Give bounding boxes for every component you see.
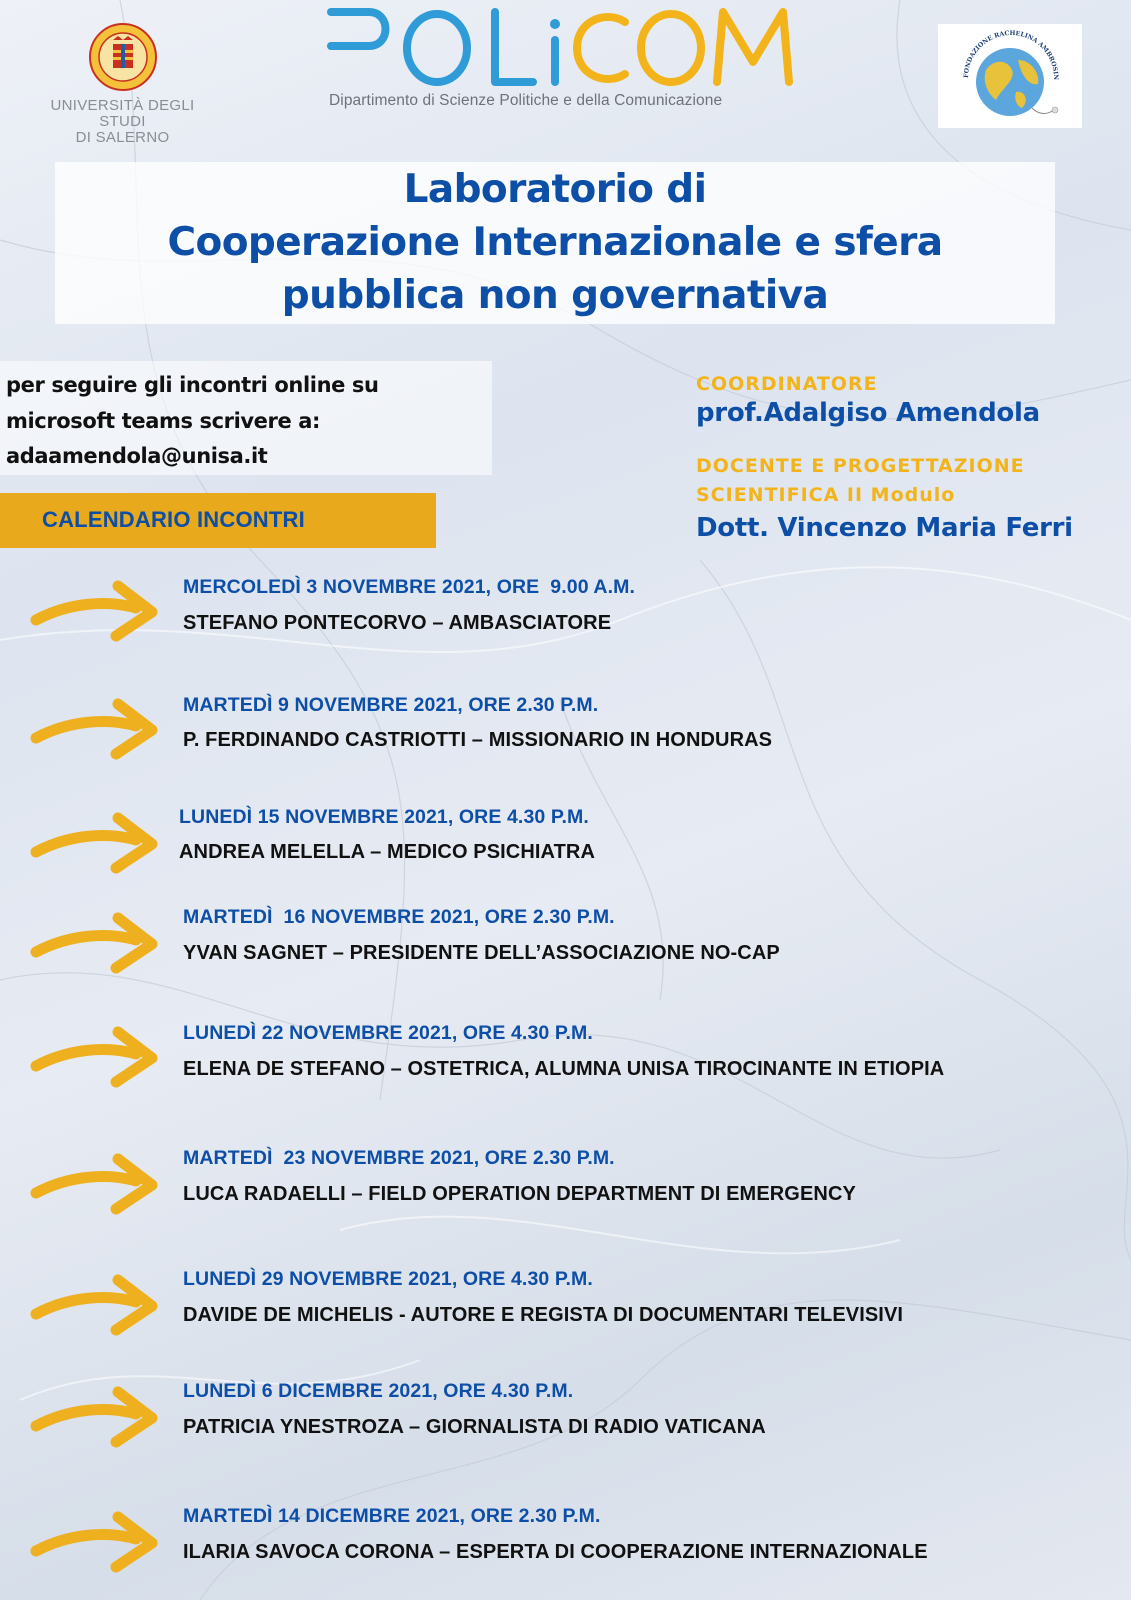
university-seal-icon: [88, 22, 158, 92]
calendar-banner: [0, 493, 436, 548]
policom-wordmark-icon: [325, 2, 795, 88]
event-date: LUNEDÌ 29 NOVEMBRE 2021, ORE 4.30 P.M.: [183, 1268, 593, 1290]
coordinator-role: COORDINATORE: [696, 373, 878, 395]
title-line-3: pubblica non governativa: [281, 273, 829, 318]
university-name-line1: UNIVERSITÀ DEGLI STUDI: [50, 97, 195, 130]
event-speaker: ANDREA MELELLA – MEDICO PSICHIATRA: [179, 841, 595, 863]
arrow-icon: [30, 1509, 158, 1577]
info-line-2: microsoft teams scrivere a:: [6, 409, 320, 433]
event-date: LUNEDÌ 15 NOVEMBRE 2021, ORE 4.30 P.M.: [179, 806, 589, 828]
arrow-icon: [30, 578, 158, 646]
event-item: [0, 1014, 1131, 1094]
event-date: MERCOLEDÌ 3 NOVEMBRE 2021, ORE 9.00 A.M.: [183, 576, 635, 598]
event-speaker: ELENA DE STEFANO – OSTETRICA, ALUMNA UNISA TIROCINANTE IN ETIOPIA: [183, 1058, 945, 1080]
policom-logo: [325, 2, 805, 110]
event-speaker: LUCA RADAELLI – FIELD OPERATION DEPARTMENT DI EMERGENCY: [183, 1183, 856, 1205]
arrow-icon: [30, 696, 158, 764]
arrow-icon: [30, 1151, 158, 1219]
calendar-label: CALENDARIO INCONTRI: [42, 507, 305, 532]
title-line-2: Cooperazione Internazionale e sfera: [167, 220, 943, 265]
event-item: [0, 686, 1131, 766]
event-item: [0, 1497, 1131, 1577]
event-item: [0, 568, 1131, 648]
event-speaker: YVAN SAGNET – PRESIDENTE DELL’ASSOCIAZIONE NO-CAP: [183, 942, 780, 964]
department-name: Dipartimento di Scienze Politiche e della Comunicazione: [329, 92, 723, 109]
lecturer-name: Dott. Vincenzo Maria Ferri: [696, 513, 1073, 543]
event-speaker: STEFANO PONTECORVO – AMBASCIATORE: [183, 612, 612, 634]
arrow-icon: [30, 1272, 158, 1340]
contact-email: adaamendola@unisa.it: [6, 444, 268, 468]
event-item: [0, 898, 1131, 978]
event-date: MARTEDÌ 9 NOVEMBRE 2021, ORE 2.30 P.M.: [183, 694, 599, 716]
event-item: [0, 1139, 1131, 1219]
globe-icon: [956, 30, 1066, 122]
page-title: [55, 163, 1055, 322]
event-item: [0, 1372, 1131, 1452]
arrow-icon: [30, 1024, 158, 1092]
event-date: LUNEDÌ 6 DICEMBRE 2021, ORE 4.30 P.M.: [183, 1380, 574, 1402]
event-date: MARTEDÌ 16 NOVEMBRE 2021, ORE 2.30 P.M.: [183, 906, 615, 928]
university-name-line2: DI SALERNO: [75, 129, 170, 146]
arrow-icon: [30, 910, 158, 978]
coordinator-name: prof.Adalgiso Amendola: [696, 398, 1040, 428]
foundation-logo: [938, 24, 1082, 128]
lecturer-role-line2: SCIENTIFICA II Modulo: [696, 484, 956, 506]
event-speaker: ILARIA SAVOCA CORONA – ESPERTA DI COOPERAZIONE INTERNAZIONALE: [183, 1541, 928, 1563]
event-speaker: P. FERDINANDO CASTRIOTTI – MISSIONARIO IN HONDURAS: [183, 729, 773, 751]
event-date: MARTEDÌ 23 NOVEMBRE 2021, ORE 2.30 P.M.: [183, 1147, 615, 1169]
title-line-1: Laboratorio di: [403, 167, 707, 212]
arrow-icon: [30, 1384, 158, 1452]
event-speaker: DAVIDE DE MICHELIS - AUTORE E REGISTA DI DOCUMENTARI TELEVISIVI: [183, 1304, 904, 1326]
university-logo: [30, 22, 215, 146]
event-item: [0, 1260, 1131, 1340]
lecturer-role-line1: DOCENTE E PROGETTAZIONE: [696, 455, 1025, 477]
event-speaker: PATRICIA YNESTROZA – GIORNALISTA DI RADIO VATICANA: [183, 1416, 766, 1438]
event-date: LUNEDÌ 22 NOVEMBRE 2021, ORE 4.30 P.M.: [183, 1022, 593, 1044]
foundation-logo-text: FONDAZIONE RACHELINA AMBROSIN: [962, 30, 1060, 81]
event-item: [0, 798, 1131, 878]
arrow-icon: [30, 810, 158, 878]
event-date: MARTEDÌ 14 DICEMBRE 2021, ORE 2.30 P.M.: [183, 1505, 601, 1527]
info-line-1: per seguire gli incontri online su: [6, 373, 379, 397]
